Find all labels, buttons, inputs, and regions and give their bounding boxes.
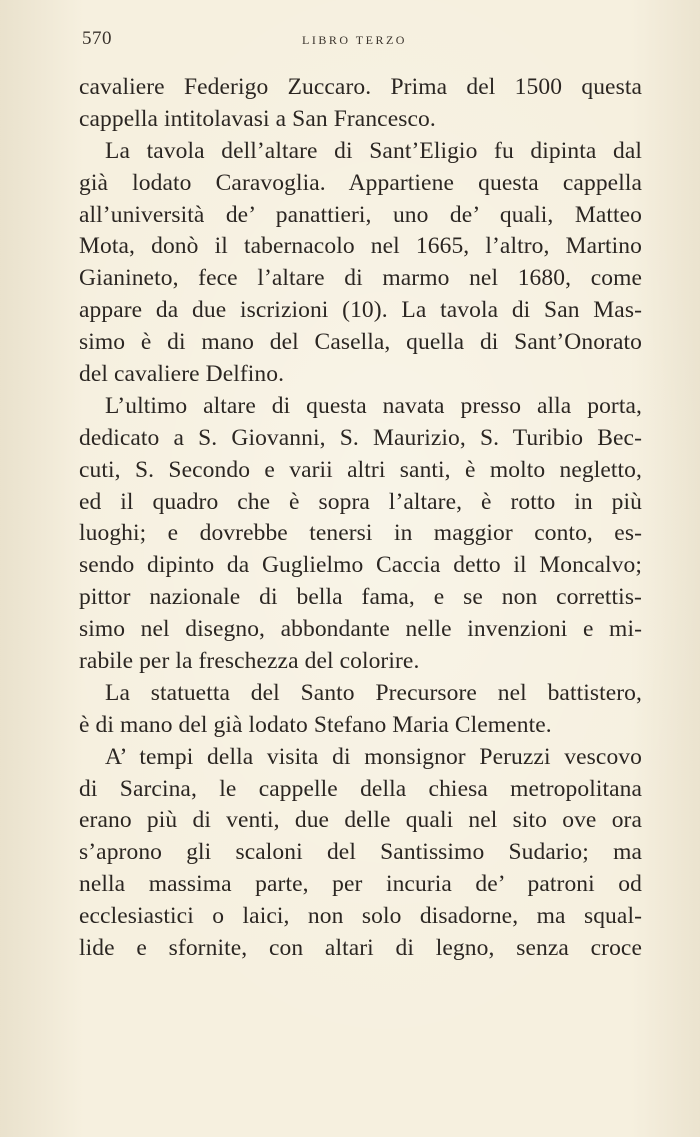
text-line: cuti, S. Secondo e varii altri santi, è molto negletto, [79, 456, 642, 483]
text-line: Mota, donò il tabernacolo nel 1665, l’altro, Martino [79, 233, 642, 260]
body-text [79, 72, 642, 965]
text-line: A’ tempi della visita di monsignor Peruzzi vescovo [105, 743, 642, 770]
text-line: del cavaliere Delfino. [79, 361, 285, 388]
text-line: lide e sfornite, con altari di legno, senza croce [79, 935, 642, 962]
text-line: L’ultimo altare di questa navata presso alla porta, [105, 392, 642, 419]
text-line: è di mano del già lodato Stefano Maria Clemente. [79, 711, 552, 738]
text-line: s’aprono gli scaloni del Santissimo Sudario; ma [79, 839, 642, 866]
text-line: simo è di mano del Casella, quella di Sant’Onorato [79, 329, 642, 356]
text-line: simo nel disegno, abbondante nelle invenzioni e mi- [79, 616, 642, 643]
text-line: sendo dipinto da Guglielmo Caccia detto il Moncalvo; [79, 552, 642, 579]
text-line: ed il quadro che è sopra l’altare, è rotto in più [79, 488, 642, 515]
text-line: già lodato Caravoglia. Appartiene questa cappella [79, 169, 642, 196]
text-line: appare da due iscrizioni (10). La tavola di San Mas- [79, 297, 642, 324]
text-line: dedicato a S. Giovanni, S. Maurizio, S. Turibio Bec- [79, 424, 642, 451]
text-line: La tavola dell’altare di Sant’Eligio fu dipinta dal [105, 137, 642, 164]
text-line: ecclesiastici o laici, non solo disadorne, ma squal- [79, 903, 642, 930]
text-line: rabile per la freschezza del colorire. [79, 648, 420, 675]
text-line: Gianineto, fece l’altare di marmo nel 1680, come [79, 265, 642, 292]
text-line: di Sarcina, le cappelle della chiesa metropolitana [79, 775, 642, 802]
page-number: 570 [82, 28, 112, 49]
text-line: La statuetta del Santo Precursore nel battistero, [105, 679, 642, 706]
text-line: luoghi; e dovrebbe tenersi in maggior conto, es- [79, 520, 642, 547]
text-line: nella massima parte, per incuria de’ patroni od [79, 871, 642, 898]
text-line: all’università de’ panattieri, uno de’ quali, Matteo [79, 201, 642, 228]
running-head: LIBRO TERZO [302, 33, 407, 47]
text-line: cavaliere Federigo Zuccaro. Prima del 1500 questa [79, 74, 642, 100]
text-line: erano più di venti, due delle quali nel sito ove ora [79, 807, 642, 834]
text-line: pittor nazionale di bella fama, e se non correttis- [79, 584, 642, 611]
text-line: cappella intitolavasi a San Francesco. [79, 105, 436, 132]
page-header [82, 28, 640, 54]
